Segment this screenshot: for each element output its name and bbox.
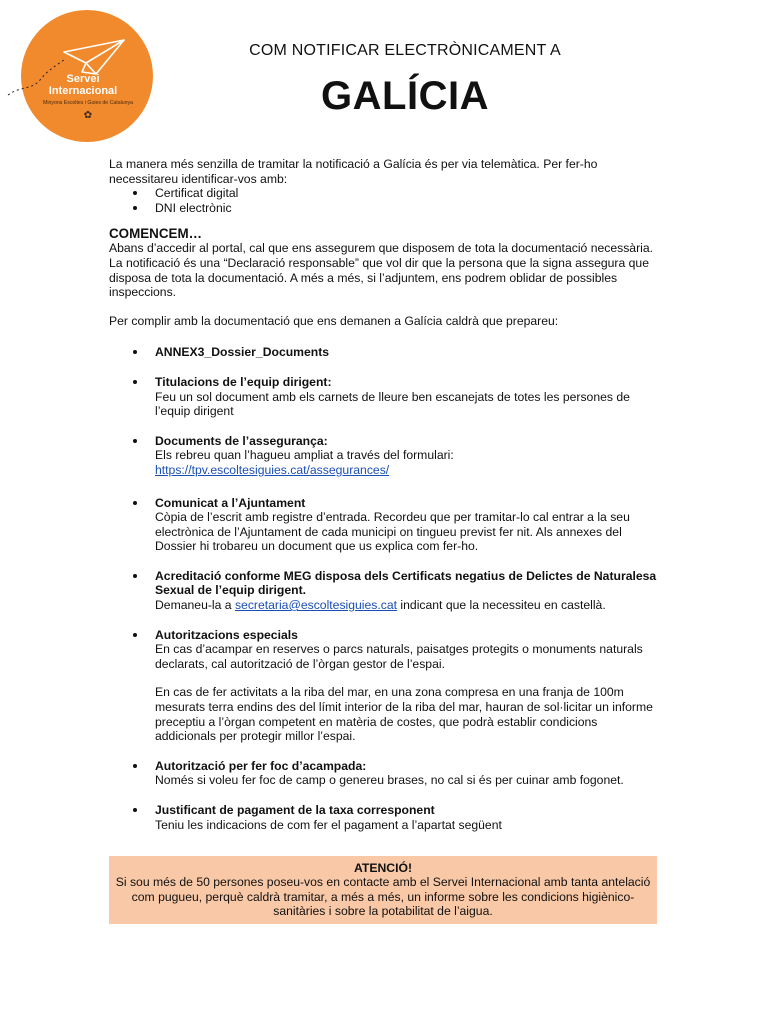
attention-title: ATENCIÓ! (354, 861, 412, 875)
requirements-list (109, 345, 657, 832)
secretaria-email-link[interactable]: secretaria@escoltesiguies.cat (234, 598, 398, 613)
item-title: ANNEX3_Dossier_Documents (155, 345, 330, 360)
item-title: Justificant de pagament de la taxa corresponent (155, 803, 435, 817)
item-title: Documents de l’assegurança: (155, 433, 328, 448)
logo-line3: Minyons Escoltes i Guies de Catalunya (43, 100, 133, 106)
logo-line2: Internacional (48, 85, 118, 97)
item-text-before: Demaneu-la a (155, 598, 235, 613)
bullet-item: Certificat digital (109, 186, 657, 201)
item-title: Acreditació conforme MEG disposa dels Certificats negatius de Delictes de Naturalesa Sexual de l’equip dirigent. (155, 568, 657, 598)
attention-box (109, 856, 657, 924)
list-item (109, 496, 657, 554)
logo-line1: Servei (66, 73, 100, 85)
item-title: Autorització per fer foc d’acampada: (155, 758, 367, 773)
servei-internacional-logo (0, 0, 160, 150)
item-text: Feu un sol document amb els carnets de lleure ben escanejats de totes les persones de l’equip dirigent (155, 389, 630, 419)
item-text: Només si voleu fer foc de camp o genereu brases, no cal si és per cuinar amb fogonet. (155, 773, 624, 788)
item-text-2: En cas de fer activitats a la riba del mar, en una zona compresa en una franja de 100m mesurats terra endins des del límit interior de la riba del mar, hauran de sol·licitar un informe preceptiu a l’òrgan competent en matèria de costes, que podrà establir condicions addicionals per protegir millor l’espai. (155, 685, 653, 744)
assegurances-link[interactable]: https://tpv.escoltesiguies.cat/assegurances/ (155, 462, 390, 477)
item-title: Comunicat a l’Ajuntament (155, 495, 306, 510)
list-item (109, 569, 657, 613)
list-item (109, 345, 657, 360)
attention-text: Si sou més de 50 persones poseu-vos en contacte amb el Servei Internacional amb tanta antelació com pugueu, perquè caldrà tramitar, a més a més, un informe sobre les condicions higiènico-sanitàries i sobre la potabilitat de l’aigua. (115, 875, 651, 919)
document-body (109, 157, 657, 832)
item-text-after: indicant que la necessiteu en castellà. (397, 598, 606, 613)
list-item (109, 375, 657, 419)
list-item (109, 759, 657, 788)
list-item (109, 434, 657, 478)
item-text (155, 598, 657, 613)
item-title: Titulacions de l’equip dirigent: (155, 374, 332, 389)
bullet-item: DNI electrònic (109, 201, 657, 216)
item-text: En cas d’acampar en reserves o parcs naturals, paisatges protegits o monuments naturals declarats, cal autorització de l’òrgan gestor de l’espai. (155, 642, 643, 671)
comencem-text: Abans d’accedir al portal, cal que ens assegurem que disposem de tota la documentació necessària. La notificació és una “Declaració responsable” que vol dir que la persona que la signa assegura que disposa de tota la documentació. A més a més, si l’adjuntem, ens podrem oblidar de possibles inspeccions. (109, 241, 654, 300)
item-text: Teniu les indicacions de com fer el pagament a l’apartat següent (155, 817, 502, 832)
intro-bullets (109, 186, 657, 215)
intro-text: La manera més senzilla de tramitar la notificació a Galícia és per via telemàtica. Per fer-ho necessitareu identificar-vos amb: (109, 157, 598, 186)
comencem-text2: Per complir amb la documentació que ens demanen a Galícia caldrà que prepareu: (109, 313, 559, 328)
subtitle: COM NOTIFICAR ELECTRÒNICAMENT A (249, 42, 561, 59)
item-text: Còpia de l’escrit amb registre d’entrada. Recordeu que per tramitar-lo cal entrar a la seu electrònica de l’Ajuntament de cada municipi on tingueu previst fer nit. Als annexes del Dossier hi trobareu un document que us explica com fer-ho. (155, 510, 630, 554)
flower-icon: ✿ (83, 110, 93, 121)
item-text: Els rebreu quan l’hagueu ampliat a través del formulari: (155, 448, 454, 463)
list-item (109, 803, 657, 832)
section-heading: COMENCEM… (109, 226, 202, 242)
page-title: GALÍCIA (321, 74, 489, 118)
list-item (109, 628, 657, 744)
item-title: Autoritzacions especials (155, 627, 298, 642)
